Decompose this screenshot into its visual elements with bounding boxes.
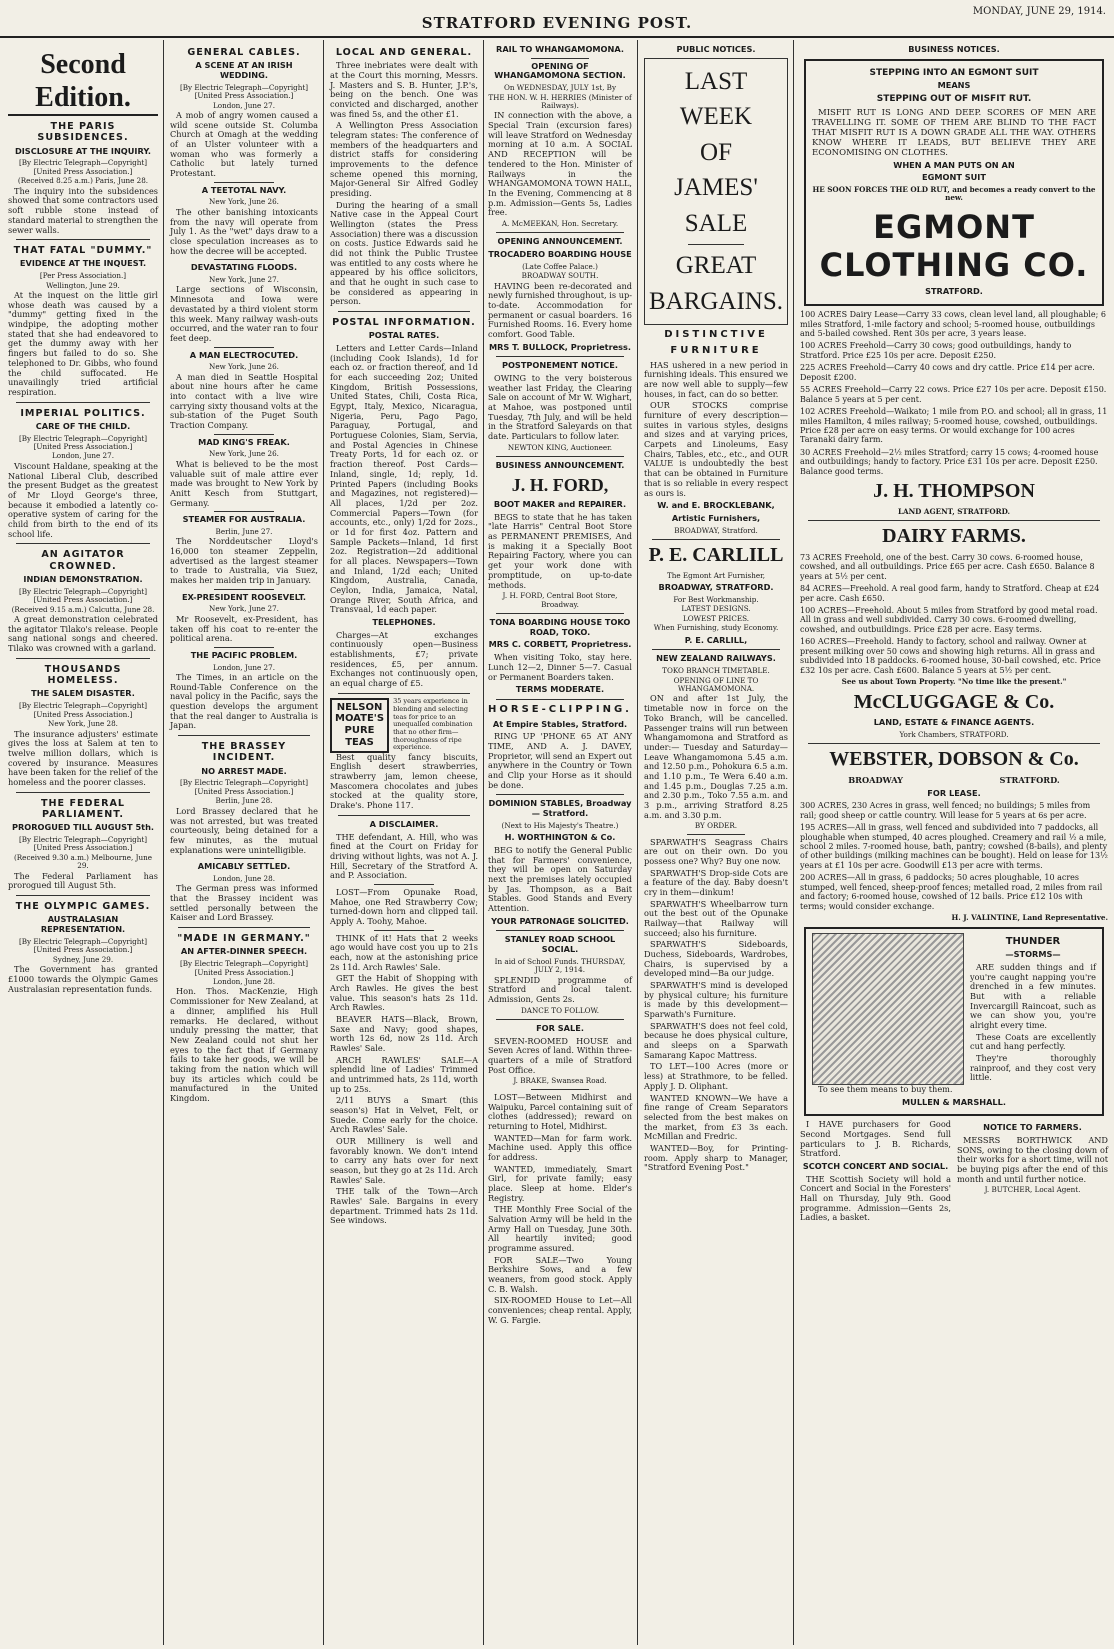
thunder-storms-ad — [804, 927, 1104, 1117]
credit: [By Electric Telegraph—Copyright] [United Press Association.] — [179, 959, 309, 977]
ad-word: GREAT — [675, 252, 757, 280]
article-body: A mob of angry women caused a wild scene outside St. Columba Church at Omagh at the wedding of an Ulster volunteer with a woman who was formerly a Catholic but lately turned Protestant. — [170, 110, 318, 179]
business-name: TROCADERO BOARDING HOUSE — [488, 249, 632, 260]
ad-text: FOR SALE—Two Young Berkshire Sows, and a few weaners, from good stock. Apply C. B. Walsh. — [488, 1254, 632, 1294]
dateline: New York, June 26. — [209, 197, 279, 207]
divider — [16, 658, 150, 659]
ad-text: GET the Habit of Shopping with Arch Rawles. He gives the best value. This season's hats 2s 11d. Arch Rawles. — [330, 973, 478, 1013]
column-4 — [484, 42, 636, 1645]
headline: "MADE IN GERMANY." — [177, 933, 311, 945]
ad-text: SPARWATH'S does not feel cold, because he does physical culture, and sleeps on a Sparwath Samarang Kapoc Mattress. — [644, 1020, 788, 1060]
signature: J. BRAKE, Swansea Road. — [513, 1076, 607, 1086]
ad-word: OF — [700, 138, 732, 166]
divider — [374, 884, 433, 885]
edition-banner: Second Edition. — [8, 48, 158, 116]
divider — [808, 520, 1100, 521]
opening-minister: THE HON. W. H. HERRIES (Minister of Railways). — [488, 92, 632, 110]
ad-text: THE Monthly Free Social of the Salvation Army will be held in the Army Hall on Tuesday, June 30th. All heartily invited; good programme assured. — [488, 1204, 632, 1253]
ad-text: HAVING been re-decorated and newly furnished throughout, is up-to-date. Accommodation for permanent or casual boarders. 16 Furnished Rooms. 16. Every home comfort. Good Table. — [488, 280, 632, 340]
business-sub: LAND, ESTATE & FINANCE AGENTS. — [873, 717, 1035, 728]
postal-rates: Letters and Letter Cards—Inland (including Cook Islands), 1d for each oz. or fraction thereof, and 1d for each succeeding 2oz; United Kingdom, British Possessions, United States, Chili, Costa Rica, Egypt, Italy, Mexico, Nicaragua, Nigeria, Peru, Pago Pago, Paraguay, Portugal, and Portuguese Colonies, Siam, Servia, and Postal Agencies in Chinese Treaty Ports, 1d for each oz. or fraction thereof. Post Cards—Inland, single, 1d; reply, 1d. Printed Papers (including Books and Magazines, not registered)—All places, 1/2d per 2oz. Commercial Papers—Town (for accounts, etc., only) 1/2d for 2ozs., or 1d for first 4oz. Pattern and Sample Packets—Inland, 1d first 2oz. Registration—2d additional for all places. Newspapers—Town and Inland, 1/2d each; United Kingdom, Australia, Canada, Ceylon, India, Jamaica, Natal, Orange River, South Africa, and Transvaal, 1d each paper. — [330, 343, 478, 615]
divider — [178, 735, 310, 736]
business-name: J. H. FORD, — [511, 474, 609, 495]
ad-line: HE SOON FORCES THE OLD RUT, and becomes a ready convert to the new. — [812, 184, 1096, 203]
business-name: TONA BOARDING HOUSE TOKO ROAD, TOKO. — [489, 617, 631, 637]
dateline: New York, June 27. — [209, 604, 279, 614]
ad-line: STEPPING INTO AN EGMONT SUIT — [869, 67, 1039, 78]
nelson-logo: NELSON MOATE'S PURE TEAS — [330, 698, 389, 753]
ad-line: For Best Workmanship. — [673, 594, 759, 604]
divider — [16, 402, 150, 403]
ad-text: SPARWATH'S mind is developed by physical culture; his furniture is made by this development—Sparwath's Furniture. — [644, 980, 788, 1020]
ad-text: TO LET—100 Acres (more or less) at Strathmore, to be felled. Apply J. D. Oliphant. — [644, 1061, 788, 1091]
ad-text: IN connection with the above, a Special Train (excursion fares) will leave Stratford on Wednesday morning at 10 a.m. A SOCIAL AND RECEPTION will be tendered to the Hon. Minister of Railways in the WHANGAMOMONA TOWN HALL, In the Evening, Commencing at 8 p.m. Admission—Gents 5s, Ladies free. — [488, 110, 632, 218]
ad-text: SPLENDID programme of Stratford and local talent. Admission, Gents 2s. — [488, 974, 632, 1004]
subheadline: AN AFTER-DINNER SPEECH. — [180, 946, 308, 957]
business-name: McCLUGGAGE & Co. — [853, 690, 1055, 713]
ad-text: HAS ushered in a new period in furnishing ideals. This ensured we are now well able to supply—few houses, in fact, can do so better. — [644, 359, 788, 399]
property-listing: 195 ACRES—All in grass, well fenced and subdivided into 7 paddocks, all ploughable when stumped, 40 acres ploughed. Creamery and rail ½ a mile, school 2 miles. 7-roomed house, bath, pantry; cowshed (8-bails), and plenty of other buildings (milking machines can be bought). Held on lease for 13½ years at £1 10s per acre. Goodwill £13 per acre with terms. — [800, 823, 1108, 870]
headline: BUSINESS ANNOUNCEMENT. — [495, 460, 625, 471]
article-body: The Norddeutscher Lloyd's 16,000 ton steamer Zeppelin, advertised as the largest steamer to trade to Australia, via Suez, makes her maiden trip in January. — [170, 536, 318, 586]
ad-heading: DISTINCTIVE — [664, 329, 768, 341]
divider — [16, 792, 150, 793]
credit: [By Electric Telegraph—Copyright] [United Press Association.] — [18, 936, 148, 955]
masthead — [0, 0, 1114, 38]
divider — [688, 244, 745, 245]
ad-text: ON and after 1st July, the timetable now in force on the Toko Branch, will be cancelled. Passenger trains will run between Whangamomona and Stratford as under:— Tuesday and Saturday—Leave Whangamomona 5.45 a.m. and 12.50 p.m., Pohokura 6.5 a.m. and 1.10 p.m., Te Wera 6.40 a.m. and 1.45 p.m., Douglas 7.25 a.m. and 2.30 p.m., Toko 7.55 a.m. and 3 p.m., arriving Stratford 8.25 a.m. and 3.30 p.m. — [644, 693, 788, 820]
subheadline: THE SALEM DISASTER. — [31, 688, 135, 699]
tagline: YOUR PATRONAGE SOLICITED. — [491, 915, 629, 926]
raincoat-illustration — [812, 933, 964, 1085]
dateline: London, June 27. — [213, 662, 275, 672]
james-sale-ad — [644, 58, 788, 326]
article-body: The insurance adjusters' estimate gives the loss at Salem at ten to twelve million dollars, which is covered by insurance. Measures have been taken for the relief of the homeless and the poorer classes. — [8, 728, 158, 787]
ad-text: WANTED, immediately, Smart Girl, for private family; easy place. Sleep at home. Elder's Registry. — [488, 1163, 632, 1203]
divider — [214, 858, 273, 859]
column-6 — [796, 42, 1112, 1645]
business-sub: Artistic Furnishers, — [671, 512, 761, 523]
ad-text: SPARWATH'S Sideboards, Duchess, Sideboards, Wardrobes, Chairs, is supervised by a developed mind—Ba our judge. — [644, 939, 788, 979]
headline: OPENING ANNOUNCEMENT. — [497, 236, 623, 247]
ad-word: SALE — [684, 209, 748, 237]
subheadline: DEVASTATING FLOODS. — [190, 262, 298, 273]
column-1 — [4, 42, 162, 1645]
ad-heading: FURNITURE — [670, 344, 762, 356]
headline: SCOTCH CONCERT AND SOCIAL. — [802, 1161, 949, 1172]
property-listing: 55 ACRES Freehold—Carry 22 cows. Price £27 10s per acre. Deposit £150. Balance 5 years at 5 per cent. — [800, 385, 1107, 404]
headline: POSTPONEMENT NOTICE. — [501, 360, 619, 371]
business-sub: BOOT MAKER and REPAIRER. — [493, 499, 627, 510]
divider — [374, 930, 433, 931]
ad-text: THE talk of the Town—Arch Rawles' Sale. Bargains in every department. Trimmed hats 2s 11d. See windows. — [330, 1186, 478, 1226]
credit: [Per Press Association.] — [39, 271, 127, 281]
headline: THE BRASSEY INCIDENT. — [201, 741, 287, 764]
ad-heading: —STORMS— — [1005, 949, 1061, 960]
business-sub: (Next to His Majesty's Theatre.) — [501, 820, 619, 830]
business-address: STRATFORD. — [925, 286, 983, 297]
property-listing: 225 ACRES Freehold—Carry 40 cows and dry cattle. Price £14 per acre. Deposit £200. — [800, 363, 1095, 382]
divider — [496, 930, 624, 931]
headline: THE FEDERAL PARLIAMENT. — [40, 797, 126, 820]
divider — [16, 543, 150, 544]
divider — [496, 232, 624, 233]
column-rule — [163, 40, 164, 1645]
ad-text: OUR STOCKS comprise furniture of every description—suites in various styles, designs and sizes and at varying prices, Carpets and Linoleums, Easy Chairs, Tables, etc., etc., and OUR VALUE is undoubtedly the best that can be obtained in Furniture that is so reliable in every respect as ours is. — [644, 400, 788, 498]
dateline: Wellington, June 29. — [46, 280, 120, 290]
ad-text: Best quality fancy biscuits, English desert strawberries, strawberry jam, lemon cheese, Mascomera chocolates and jubes stocked at the quality store, Drake's. Phone 117. — [330, 751, 478, 811]
subheadline: PROROGUED TILL AUGUST 5th. — [11, 822, 155, 833]
tagline: See us about Town Property. "No time like the present." — [841, 677, 1067, 687]
bottom-notices — [800, 1120, 1108, 1225]
credit: [By Electric Telegraph—Copyright] [United Press Association.] — [18, 586, 148, 605]
article-body: Viscount Haldane, speaking at the National Liberal Club, described the present Budget as the greatest of Mr Lloyd George's three, because it embodied a latently co-operative system of caring for the child from birth to the end of its school life. — [8, 460, 158, 539]
subheadline: A TEETOTAL NAVY. — [201, 184, 287, 195]
egmont-logo: EGMONT CLOTHING CO. — [819, 207, 1089, 284]
ad-text: SPARWATH'S Seagrass Chairs are out on their own. Do you possess one? Why? Buy one now. — [644, 836, 788, 867]
notices-left — [800, 1120, 951, 1225]
ad-text: I HAVE purchasers for Good Second Mortgages. Send full particulars to J. B. Richards, Stratford. — [800, 1119, 951, 1159]
business-name: WEBSTER, DOBSON & Co. — [829, 748, 1079, 771]
ad-text: WANTED KNOWN—We have a fine range of Cream Separators selected from the best makes on the market, from £3 3s each. McMillan and Fredric. — [644, 1092, 788, 1142]
dateline: New York, June 28. — [48, 719, 118, 729]
property-listing: 200 ACRES—All in grass, 6 paddocks; 50 acres ploughable, 10 acres stumped, well fenced, sheep-proof fences; metalled road, 2 miles from rail and factory; 6-roomed house, cowshed of 12 bails. Price £12 10s with terms; would consider exchange. — [800, 873, 1103, 911]
column-5 — [640, 42, 792, 1645]
divider — [214, 511, 273, 512]
business-name: DOMINION STABLES, Broadway — Stratford. — [488, 798, 632, 819]
subheadline: INDIAN DEMONSTRATION. — [23, 573, 143, 584]
divider — [496, 699, 624, 700]
divider — [496, 794, 624, 795]
subheadline: THE PACIFIC PROBLEM. — [190, 649, 298, 660]
article-body: Three inebriates were dealt with at the Court this morning, Messrs. J. Masters and S. B. Hunter, J.P.'s, being on the bench. One was convicted and discharged, another was fined 5s, and the other £1. — [330, 60, 478, 119]
article-body: A man died in Seattle Hospital about nine hours after he came into contact with a live wire carrying sixty thousand volts at the sub-station of the Puget South Traction Company. — [170, 371, 318, 431]
article-body: At the inquest on the little girl whose death was caused by a "dummy" getting fixed in the windpipe, the adopting mother stated that she had endeavored to get the dummy away with her fingers but failed to do so. She telephoned to Dr. Gibbs, who found the child suffocated. He unavailingly tried artificial respiration. — [8, 290, 158, 397]
divider — [214, 434, 273, 435]
subheadline: FOR LEASE. — [927, 787, 981, 798]
column-2 — [166, 42, 322, 1645]
ad-text: OUR Millinery is well and favorably known. We don't intend to carry any hats over for next season, but they go at 2s 11d. Arch Rawles' Sale. — [330, 1135, 478, 1185]
article-body: A great demonstration celebrated the agitator Tilako's release. People sang national songs and cheered. Tilako was crowned with a garland. — [8, 614, 158, 654]
subheadline: A DISCLAIMER. — [369, 818, 439, 829]
address-right: STRATFORD. — [999, 774, 1060, 785]
ad-text: To see them means to buy them. — [818, 1084, 953, 1095]
ad-text: BEAVER HATS—Black, Brown, Saxe and Navy; good shapes, worth 12s 6d, now 2s 11d. Arch Rawles' Sale. — [330, 1013, 478, 1053]
subheadline: MAD KING'S FREAK. — [198, 436, 290, 447]
divider — [496, 1019, 624, 1020]
divider — [214, 589, 273, 590]
property-listing: 160 ACRES—Freehold. Handy to factory, school and railway. Owner at present milking over 50 cows and showing high returns. All in grass and subdivided into 18 paddocks. 6-roomed house, 30-bail cowshed, etc. Price £32 10s per acre. Cash £600. Balance 5 years at 5½ per cent. — [800, 637, 1101, 675]
tagline: DANCE TO FOLLOW. — [521, 1005, 599, 1015]
property-listing: 100 ACRES—Freehold. About 5 miles from Stratford by good metal road. All in grass and well subdivided. Carry 30 cows. 6-roomed dwelling, cowshed, and outbuildings. Price £28 per acre. Easy terms. — [800, 605, 1098, 634]
divider — [178, 927, 310, 928]
credit: [By Electric Telegraph—Copyright] [United Press Association.] — [18, 158, 148, 176]
property-listing: 100 ACRES Freehold—Carry 30 cows; good outbuildings, handy to Stratford. Price £25 10s per acre. Deposit £250. — [800, 341, 1072, 360]
ad-text: BEGS to state that he has taken "late Harris" Central Boot Store as PERMANENT PREMISES, And is making it a Specially Boot Repairing Factory, where you can get your work done with promptitude, on up-to-date methods. — [488, 511, 632, 590]
subheadline: EX-PRESIDENT ROOSEVELT. — [181, 591, 307, 602]
headline: HORSE-CLIPPING. — [488, 703, 632, 715]
headline: AN AGITATOR CROWNED. — [41, 549, 125, 572]
headline: NOTICE TO FARMERS. — [983, 1122, 1082, 1133]
headline: DAIRY FARMS. — [882, 525, 1026, 548]
divider — [496, 613, 624, 614]
ad-text: SEVEN-ROOMED HOUSE and Seven Acres of land. Within three-quarters of a mile of Stratford Post Office. — [488, 1035, 632, 1075]
divider — [214, 259, 273, 260]
article-body: Mr Roosevelt, ex-President, has taken off his coat to re-enter the political arena. — [170, 613, 318, 644]
ad-text: SIX-ROOMED House to Let—All conveniences; cheap rental. Apply, W. G. Fargie. — [488, 1295, 632, 1325]
nelson-ad — [330, 698, 478, 753]
business-sub: LAND AGENT, STRATFORD. — [897, 506, 1011, 516]
ad-word: LAST — [684, 67, 748, 95]
divider — [16, 239, 150, 240]
ad-text: When visiting Toko, stay here. Lunch 12—2, Dinner 5—7. Casual or Permanent Boarders taken. — [488, 652, 632, 682]
divider — [338, 815, 470, 816]
headline: STANLEY ROAD SCHOOL SOCIAL. — [504, 934, 616, 954]
ad-text: WANTED—Boy, for Printing-room. Apply sharp to Manager, "Stratford Evening Post." — [644, 1142, 788, 1173]
headline: THE PARIS SUBSIDENCES. — [37, 121, 129, 144]
business-address: BROADWAY, Stratford. — [674, 525, 758, 535]
headline: POSTAL INFORMATION. — [332, 317, 476, 329]
headline: LOCAL AND GENERAL. — [335, 47, 473, 58]
telephone-rates: Charges—At exchanges continuously open—Business establishments, £7; private residences, £5, per annum. Exchanges not continuously open, an equal charge of £5. — [330, 629, 478, 688]
business-address: BROADWAY SOUTH. — [521, 271, 599, 281]
article-body: Lord Brassey declared that he was not arrested, but was treated courteously, being detained for a few minutes, as the mutual explanations were unintelligible. — [170, 805, 318, 855]
dateline: (Received 8.25 a.m.) Paris, June 28. — [17, 176, 149, 186]
terms: TERMS MODERATE. — [515, 684, 605, 695]
ad-text: THE defendant, A. Hill, who was fined at the Court on Friday for driving without lights, was not A. J. Hill, Secretary of the Stratford A. and P. Association. — [330, 831, 478, 881]
ad-text: MESSRS BORTHWICK AND SONS, owing to the closing down of their works for a short time, will not be buying pigs after the end of this month and until further notice. — [957, 1135, 1109, 1184]
ad-line: MEANS — [937, 80, 971, 91]
divider — [531, 58, 589, 59]
business-sub: The Egmont Art Furnisher, — [666, 570, 766, 580]
property-listing: 102 ACRES Freehold—Waikato; 1 mile from P.O. and school; all in grass, 11 miles Hamilton, 4 miles railway; 5-roomed house, cowshed, outbuildings. Price £28 per acre on easy terms. Or would exchange for 100 acres Taranaki dairy farm. — [800, 407, 1108, 445]
ad-text: ARCH RAWLES' SALE—A splendid line of Ladies' Trimmed and untrimmed hats, 2s 11d, worth up to 25s. — [330, 1054, 478, 1094]
ad-text: OWING to the very boisterous weather last Friday, the Clearing Sale on account of Mr W. Wighart, at Mahoe, was postponed until Tuesday, 7th July, and will be held in the Stratford Saleyards on that date. Particulars to follow later. — [488, 373, 632, 442]
signature: J. H. FORD, Central Boot Store, Broadway. — [502, 591, 618, 609]
ad-text: LOST—Between Midhirst and Waipuku, Parcel containing suit of clothes (addressed); reward on returning to Hotel, Midhirst. — [488, 1091, 632, 1131]
divider — [652, 649, 780, 650]
ad-text: MISFIT RUT IS LONG AND DEEP. SCORES OF MEN ARE TRAVELLING IT. SOME OF THEM ARE BLIND TO THE FACT THAT MISFIT RUT IS A DOWN GRADE ALL THE WAY. OTHERS KNOW WHERE IT LEADS, BUT BELIEVE THEY ARE ECONOMISING ON CLOTHES. — [812, 107, 1096, 158]
credit: [By Electric Telegraph—Copyright] [United Press Association.] — [18, 701, 148, 719]
headline: GENERAL CABLES. — [187, 47, 301, 58]
ad-text: BEG to notify the General Public that for Farmers' convenience, they will be open on Saturday next the premises lately occupied by Jas. Thompson, as a Bait Stables. Good Stands and Every Attention. — [488, 844, 632, 913]
ad-text: SPARWATH'S Drop-side Cots are a feature of the day. Baby doesn't cry in them—dinkum! — [644, 867, 788, 898]
headline: FOR SALE. — [536, 1023, 584, 1034]
column-rule — [323, 40, 324, 1645]
signature: BY ORDER. — [694, 821, 738, 831]
ad-text: THINK of it! Hats that 2 weeks ago would have cost you up to 21s each, now at the astonishing price 2s 11d. Arch Rawles' Sale. — [330, 932, 478, 972]
ad-text: 2/11 BUYS a Smart (this season's) Hat in Velvet, Felt, or Suede. Come early for the choice. Arch Rawles' Sale. — [330, 1095, 478, 1135]
divider — [808, 743, 1100, 744]
egmont-ad — [804, 59, 1104, 306]
ad-heading: THUNDER — [1005, 935, 1061, 947]
headline: THE OLYMPIC GAMES. — [15, 901, 151, 913]
signature: MULLEN & MARSHALL. — [902, 1096, 1006, 1107]
ad-text: LOST—From Opunake Road, Mahoe, one Red Strawberry Cow; turned-down horn and clipped tail. Apply A. Toohy, Mahoe. — [330, 886, 478, 926]
subheadline: TELEPHONES. — [372, 616, 436, 627]
dateline: London, June 28. — [213, 873, 275, 883]
business-address — [800, 776, 1108, 786]
dateline: New York, June 27. — [209, 275, 279, 284]
ad-line: STEPPING OUT OF MISFIT RUT. — [876, 93, 1032, 104]
headline: NEW ZEALAND RAILWAYS. — [656, 653, 776, 664]
dateline: (Received 9.30 a.m.) Melbourne, June 29. — [13, 852, 153, 871]
property-listing: 84 ACRES—Freehold. A real good farm, handy to Stratford. Cheap at £24 per acre. Cash £650. — [800, 584, 1100, 603]
notices-right — [957, 1120, 1108, 1225]
divider — [214, 647, 273, 648]
ad-line: EGMONT SUIT — [922, 172, 986, 183]
headline: IMPERIAL POLITICS. — [20, 407, 146, 419]
ad-line: When Furnishing, study Economy. — [653, 623, 779, 633]
business-name: P. E. CARLILL — [648, 544, 784, 566]
business-address: BROADWAY, STRATFORD. — [658, 582, 774, 593]
divider — [496, 356, 624, 357]
property-listing: 300 ACRES, 230 Acres in grass, well fenced; no buildings; 5 miles from rail; good sheep or cattle country. Will lease for 5 years at 6s per acre. — [800, 801, 1091, 820]
property-listing: 73 ACRES Freehold, one of the best. Carry 30 cows. 6-roomed house, cowshed, and all outbuildings. Price £65 per acre. Cash £650. Balance 8 years at 5½ per cent. — [800, 552, 1095, 581]
column-3 — [326, 42, 482, 1645]
signature: H. J. VALINTINE, Land Representative. — [951, 913, 1108, 923]
business-address: York Chambers, STRATFORD. — [899, 729, 1009, 739]
article-body: During the hearing of a small Native case in the Appeal Court Wellington (states the Press Association) there was a discussion on costs. Justice Edwards said he did not think the Public Trustee was entitled to any costs where he appeared by his office solicitors, and that he ought in such case to be considered as appearing in person. — [330, 199, 478, 307]
ad-line: LATEST DESIGNS. — [681, 604, 751, 614]
signature: MRS C. CORBETT, Proprietress. — [488, 639, 632, 650]
headline: PUBLIC NOTICES. — [676, 44, 756, 54]
dateline: Berlin, June 28. — [215, 796, 273, 806]
article-body: Hon. Thos. MacKenzie, High Commissioner for New Zealand, at a dinner, amplified his Hull remarks. He declared, without unduly pressing the matter, that New Zealand could not shut her eyes to the fact that if Germany fails to take her goods, we will be taking from the nation which will buy its articles which could be manufactured in the United Kingdom. — [170, 986, 318, 1103]
ad-word: WEEK — [679, 103, 753, 131]
ad-text: ARE sudden things and if you're caught napping you're drenched in a few minutes. But with a reliable Invercargill Raincoat, such as we can show you, you're alright every time. — [970, 961, 1096, 1031]
dateline: Sydney, June 29. — [52, 954, 114, 964]
subheadline: OPENING OF WHANGAMOMONA SECTION. — [494, 60, 626, 81]
signature: NEWTON KING, Auctioneer. — [507, 442, 613, 452]
opening-date: On WEDNESDAY, JULY 1st, By — [503, 83, 617, 93]
business-sub: At Empire Stables, Stratford. — [492, 718, 628, 729]
event-date: In aid of School Funds. THURSDAY, JULY 2, 1914. — [494, 956, 626, 975]
ad-line: WHEN A MAN PUTS ON AN — [893, 159, 1015, 170]
dateline: London, June 27. — [213, 100, 275, 110]
signature: P. E. CARLILL, — [684, 634, 748, 645]
nelson-tagline: 35 years experience in blending and selecting teas for price to an unequalled combination that no other firm—thoroughness of ripe experience. — [393, 697, 473, 752]
subheadline: A SCENE AT AN IRISH WEDDING. — [195, 60, 293, 80]
headline: BUSINESS NOTICES. — [908, 44, 1000, 54]
subheadline: TOKO BRANCH TIMETABLE. — [662, 666, 770, 676]
newspaper-title: STRATFORD EVENING POST. — [421, 14, 693, 32]
headline: THAT FATAL "DUMMY." — [13, 245, 153, 257]
ad-line: LOWEST PRICES. — [682, 613, 750, 623]
article-body: The Government has granted £1000 towards the Olympic Games Australasian representation funds. — [8, 964, 158, 994]
subheadline: STEAMER FOR AUSTRALIA. — [182, 514, 306, 525]
subheadline: EVIDENCE AT THE INQUEST. — [19, 258, 147, 269]
signature: J. BUTCHER, Local Agent. — [984, 1185, 1081, 1195]
credit: [By Electric Telegraph—Copyright] [United Press Association.] — [18, 834, 148, 853]
subheadline: NO ARREST MADE. — [201, 765, 287, 776]
article-body: The Federal Parliament has prorogued till August 5th. — [8, 870, 158, 891]
dateline: Berlin, June 27. — [215, 526, 273, 536]
divider — [214, 182, 273, 183]
subheadline: DISCLOSURE AT THE INQUIRY. — [14, 145, 152, 156]
subheadline: CARE OF THE CHILD. — [35, 420, 131, 431]
credit: [By Electric Telegraph—Copyright] [United Press Association.] — [179, 778, 309, 796]
signature: H. WORTHINGTON & Co. — [504, 832, 616, 843]
article-body: What is believed to be the most valuable suit of male attire ever made was brought to New York by Anitt Kesch from Stuttgart, Germany. — [170, 458, 318, 508]
issue-date: MONDAY, JUNE 29, 1914. — [972, 6, 1106, 17]
article-body: Large sections of Wisconsin, Minnesota and Iowa were devastated by a third violent storm this week. Many railway wash-outs occurred, and the water ran to four feet deep. — [170, 284, 318, 343]
column-rule — [793, 40, 794, 1645]
subheadline: AUSTRALASIAN REPRESENTATION. — [40, 914, 126, 935]
column-rule — [637, 40, 638, 1645]
divider — [338, 693, 470, 694]
business-name: J. H. THOMPSON — [873, 480, 1035, 503]
dateline: London, June 27. — [52, 451, 114, 461]
divider — [687, 834, 745, 835]
divider — [16, 895, 150, 896]
business-sub: (Late Coffee Palace.) — [522, 261, 598, 271]
subheadline: POSTAL RATES. — [368, 330, 440, 341]
dateline: London, June 28. — [213, 977, 275, 986]
subheadline: A MAN ELECTROCUTED. — [189, 349, 299, 360]
article-body: A Wellington Press Association telegram states: The conference of members of the headquarters and district staffs for considering improvements to the defence scheme opened this morning, Major-General Sir Alfred Godley presiding. — [330, 120, 478, 199]
article-body: The inquiry into the subsidences showed that some contractors used soft rubble stone instead of standard material to strengthen the sewer walls. — [8, 185, 158, 235]
ad-text: They're thoroughly rainproof, and they cost very little. — [970, 1053, 1096, 1083]
divider — [531, 1089, 589, 1090]
subheadline: OPENING OF LINE TO WHANGAMOMONA. — [673, 675, 759, 693]
ad-text: These Coats are excellently cut and hang perfectly. — [970, 1031, 1096, 1052]
divider — [214, 347, 273, 348]
credit: [By Electric Telegraph—Copyright] [United Press Association.] — [179, 82, 309, 101]
signature: A. McMEEKAN, Hon. Secretary. — [501, 218, 619, 228]
ad-word: JAMES' — [674, 174, 758, 202]
ad-text: SPARWATH'S Wheelbarrow turn out the best out of the Opunake Railway—that Railway will succeed; also his furniture. — [644, 898, 788, 938]
business-name: W. and E. BROCKLEBANK, — [657, 500, 775, 511]
subheadline: AMICABLY SETTLED. — [197, 861, 291, 872]
article-body: The German press was informed that the Brassey incident was settled personally between the Kaiser and Lord Brassey. — [170, 883, 318, 923]
ad-text: RING UP 'PHONE 65 AT ANY TIME, AND A. J. DAVEY, Proprietor, will send an Expert out anywhere in the Country or Town and Clip your Horse as it should be done. — [488, 731, 632, 790]
dateline: (Received 9.15 a.m.) Calcutta, June 28. — [11, 604, 155, 614]
divider — [338, 311, 470, 312]
dateline: New York, June 26. — [209, 449, 279, 459]
article-body: The Times, in an article on the Round-Table Conference on the naval policy in the Pacific, says the question develops the argument that the real danger to Australia is Japan. — [170, 672, 318, 731]
article-body: The other banishing intoxicants from the navy will operate from July 1. As the "wet" days draw to a close speculation increases as to how the decree will be accepted. — [170, 206, 318, 256]
dateline: New York, June 26. — [209, 362, 279, 372]
property-listing: 30 ACRES Freehold—2½ miles Stratford; carry 15 cows; 4-roomed house and outbuildings; handy to factory. Price £31 10s per acre. Deposit £250. Balance good terms. — [800, 447, 1099, 476]
property-listing: 100 ACRES Dairy Lease—Carry 33 cows, clean level land, all ploughable; 6 miles Stratford, 1-mile factory and school; 5-roomed house, outbuildings and 5-bailed cowshed. Rent 30s per acre, 3 years lease. — [800, 310, 1106, 338]
headline: THOUSANDS HOMELESS. — [44, 663, 122, 687]
signature: MRS T. BULLOCK, Proprietress. — [488, 341, 632, 352]
credit: [By Electric Telegraph—Copyright] [United Press Association.] — [18, 433, 148, 451]
ad-text: WANTED—Man for farm work. Machine used. Apply this office for address. — [488, 1132, 632, 1162]
headline: RAIL TO WHANGAMOMONA. — [496, 44, 624, 54]
ad-word: BARGAINS. — [648, 287, 784, 315]
address-left: BROADWAY — [848, 774, 904, 785]
divider — [652, 539, 780, 540]
divider — [496, 456, 624, 457]
ad-text: THE Scottish Society will hold a Concert and Social in the Foresters' Hall on Thursday, July 9th. Good programme. Admission—Gents 2s, Ladies, a basket. — [800, 1173, 951, 1223]
